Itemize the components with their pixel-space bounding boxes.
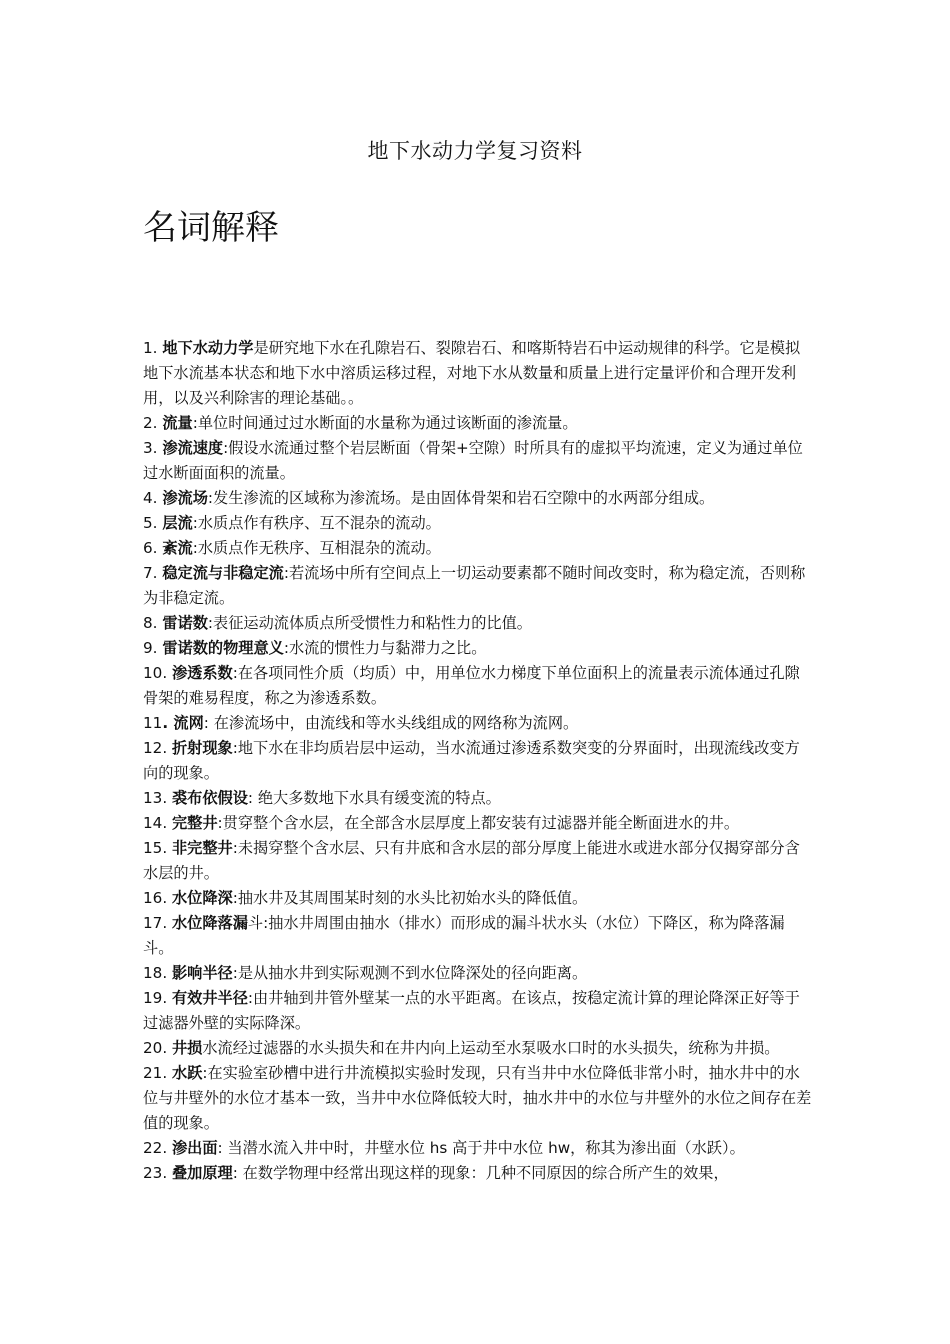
entry-term: 流量 xyxy=(162,414,193,432)
entry-term: 渗透系数 xyxy=(171,664,233,682)
entry-term: 裘布依假设 xyxy=(171,789,248,807)
entry-definition: :是从抽水井到实际观测不到水位降深处的径向距离。 xyxy=(232,964,588,982)
glossary-entry xyxy=(143,636,813,661)
entry-number: 5. xyxy=(143,514,163,532)
entry-number: 2. xyxy=(143,414,163,432)
glossary-entry xyxy=(143,561,813,611)
entry-definition: :在实验室砂槽中进行井流模拟实验时发现，只有当井中水位降低非常小时，抽水井中的水位与井壁外的水位才基本一致，当井中水位降低较大时，抽水井中的水位与井壁外的水位之间存在差值的现象。 xyxy=(143,1064,812,1132)
entry-term: 水位降落漏 xyxy=(171,914,248,932)
entry-number: 13. xyxy=(143,789,172,807)
glossary-entry xyxy=(143,486,813,511)
entry-number: 3. xyxy=(143,439,163,457)
glossary-entry xyxy=(143,336,813,411)
entry-term: 影响半径 xyxy=(171,964,233,982)
entry-definition: : 在数学物理中经常出现这样的现象：几种不同原因的综合所产生的效果， xyxy=(232,1164,729,1182)
entry-definition: :由井轴到井管外壁某一点的水平距离。在该点，按稳定流计算的理论降深正好等于过滤器外壁的实际降深。 xyxy=(143,989,800,1032)
entry-definition: :表征运动流体质点所受惯性力和粘性力的比值。 xyxy=(207,614,532,632)
glossary-entry xyxy=(143,511,813,536)
glossary-entry xyxy=(143,436,813,486)
entry-definition: 水流经过滤器的水头损失和在井内向上运动至水泵吸水口时的水头损失，统称为井损。 xyxy=(202,1039,780,1057)
entry-number: 17. xyxy=(143,914,172,932)
entry-term: 叠加原理 xyxy=(171,1164,233,1182)
entry-term: 井损 xyxy=(171,1039,203,1057)
entry-number: 10. xyxy=(143,664,172,682)
entry-number: 1. xyxy=(143,339,163,357)
entry-definition: 斗:抽水井周围由抽水（排水）而形成的漏斗状水头（水位）下降区，称为降落漏斗。 xyxy=(143,914,785,957)
glossary-entry xyxy=(143,786,813,811)
entry-definition: :水质点作有秩序、互不混杂的流动。 xyxy=(192,514,441,532)
entry-definition: : 在渗流场中，由流线和等水头线组成的网络称为流网。 xyxy=(203,714,579,732)
entry-number: 16. xyxy=(143,889,172,907)
entry-definition: : 绝大多数地下水具有缓变流的特点。 xyxy=(247,789,501,807)
entry-term: . 流网 xyxy=(162,714,204,732)
entry-number: 11 xyxy=(143,714,163,732)
entry-definition: :假设水流通过整个岩层断面（骨架+空隙）时所具有的虚拟平均流速，定义为通过单位过水断面面积的流量。 xyxy=(143,439,803,482)
entry-definition: 是研究地下水在孔隙岩石、裂隙岩石、和喀斯特岩石中运动规律的科学。它是模拟地下水流基本状态和地下水中溶质运移过程，对地下水从数量和质量上进行定量评价和合理开发利用，以及兴利除害的理论基础。。 xyxy=(143,339,801,407)
entry-number: 15. xyxy=(143,839,172,857)
glossary-entry xyxy=(143,1136,813,1161)
entry-term: 稳定流与非稳定流 xyxy=(162,564,284,582)
glossary-entry xyxy=(143,736,813,786)
entry-number: 20. xyxy=(143,1039,172,1057)
entry-definition: :水质点作无秩序、互相混杂的流动。 xyxy=(192,539,441,557)
entry-term: 水跃 xyxy=(171,1064,203,1082)
entry-definition: :在各项同性介质（均质）中，用单位水力梯度下单位面积上的流量表示流体通过孔隙骨架的难易程度，称之为渗透系数。 xyxy=(143,664,800,707)
entry-term: 有效井半径 xyxy=(171,989,248,1007)
section-heading: 名词解释 xyxy=(143,208,279,248)
glossary-entry xyxy=(143,611,813,636)
entry-definition: : 当潜水流入井中时，井壁水位 hs 高于井中水位 hw，称其为渗出面（水跃）。 xyxy=(217,1139,745,1157)
glossary-entry xyxy=(143,1161,813,1186)
entry-definition: :若流场中所有空间点上一切运动要素都不随时间改变时，称为稳定流，否则称为非稳定流。 xyxy=(143,564,806,607)
glossary-entry xyxy=(143,811,813,836)
entry-number: 6. xyxy=(143,539,163,557)
entry-number: 22. xyxy=(143,1139,172,1157)
glossary-entry xyxy=(143,411,813,436)
glossary-entry xyxy=(143,836,813,886)
entry-definition: :未揭穿整个含水层、只有井底和含水层的部分厚度上能进水或进水部分仅揭穿部分含水层的井。 xyxy=(143,839,800,882)
entry-number: 14. xyxy=(143,814,172,832)
glossary-entry xyxy=(143,886,813,911)
entry-term: 渗流速度 xyxy=(162,439,224,457)
entry-number: 19. xyxy=(143,989,172,1007)
glossary-entry xyxy=(143,536,813,561)
entry-definition: :贯穿整个含水层，在全部含水层厚度上都安装有过滤器并能全断面进水的井。 xyxy=(217,814,740,832)
entry-term: 紊流 xyxy=(162,539,193,557)
entry-term: 雷诺数 xyxy=(162,614,208,632)
entry-number: 12. xyxy=(143,739,172,757)
entry-term: 水位降深 xyxy=(171,889,233,907)
entry-number: 7. xyxy=(143,564,163,582)
entry-term: 渗流场 xyxy=(162,489,208,507)
glossary-entry xyxy=(143,711,813,736)
document-title: 地下水动力学复习资料 xyxy=(367,139,583,163)
entry-definition: :单位时间通过过水断面的水量称为通过该断面的渗流量。 xyxy=(192,414,578,432)
entry-definition: :水流的惯性力与黏滞力之比。 xyxy=(283,639,487,657)
entry-term: 渗出面 xyxy=(171,1139,218,1157)
glossary-entry xyxy=(143,911,813,961)
glossary-entry xyxy=(143,986,813,1036)
entry-number: 8. xyxy=(143,614,163,632)
glossary-list xyxy=(143,336,813,1186)
entry-number: 9. xyxy=(143,639,163,657)
glossary-entry xyxy=(143,1036,813,1061)
entry-term: 折射现象 xyxy=(171,739,233,757)
entry-number: 4. xyxy=(143,489,163,507)
entry-term: 完整井 xyxy=(171,814,218,832)
glossary-entry xyxy=(143,661,813,711)
entry-number: 21. xyxy=(143,1064,172,1082)
entry-term: 层流 xyxy=(162,514,193,532)
entry-term: 雷诺数的物理意义 xyxy=(162,639,284,657)
glossary-entry xyxy=(143,1061,813,1136)
entry-term: 非完整井 xyxy=(171,839,233,857)
entry-definition: :抽水井及其周围某时刻的水头比初始水头的降低值。 xyxy=(232,889,588,907)
entry-number: 18. xyxy=(143,964,172,982)
entry-number: 23. xyxy=(143,1164,172,1182)
glossary-entry xyxy=(143,961,813,986)
entry-definition: :发生渗流的区域称为渗流场。是由固体骨架和岩石空隙中的水两部分组成。 xyxy=(207,489,715,507)
entry-term: 地下水动力学 xyxy=(162,339,254,357)
entry-definition: :地下水在非均质岩层中运动，当水流通过渗透系数突变的分界面时，出现流线改变方向的现象。 xyxy=(143,739,800,782)
